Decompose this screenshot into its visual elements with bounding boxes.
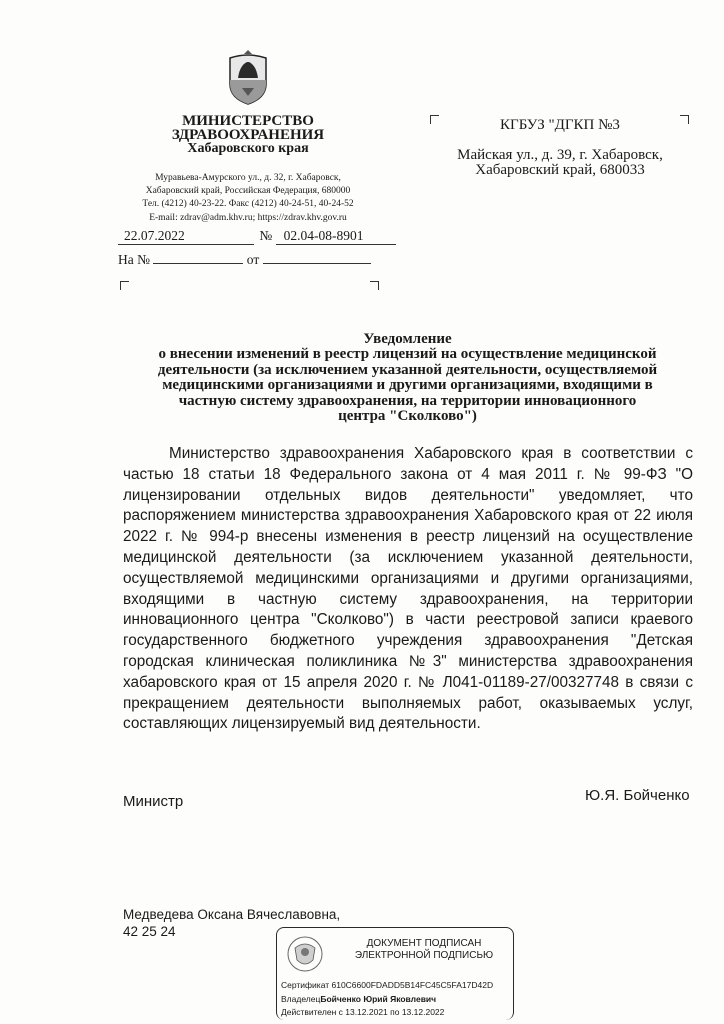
left-corner-mark (120, 281, 129, 290)
body-paragraph: Министерство здравоохранения Хабаровского края в соответствии с частью 18 статьи 18 Федерального закона от 4 мая 2011 г. № 99-ФЗ "О лицензировании отдельных видов деятельности" уведомляет, что распоряжением министерства здравоохранения Хабаровского края от 22 июля 2022 г. № 994-р внесены изменения в реестр лицензий на осуществление медицинской деятельности (за исключением указанной деятельности, осуществляемой медицинскими организациями и другими организациями, входящими в частную систему здравоохранения, на территории инновационного центра "Сколково") в части реестровой записи краевого государственного бюджетного учреждения здравоохранения "Детская городская клиническая поликлиника №3" министерства здравоохранения хабаровского края от 15 апреля 2020 г. № Л041-01189-27/00327748 в связи с прекращением деятельности выполняемых работ, оказываемых услуг, составляющих лицензируемый вид деятельности. (123, 445, 693, 733)
ministry-address: Муравьева-Амурского ул., д. 32, г. Хабаровск, Хабаровский край, Российская Федерация, 680000 Тел. (4212) 40-23-22. Факс (4212) 40-24-51, 40-24-52 E-mail: zdrav@adm.khv.ru; https://zdrav.khv.gov.ru (142, 173, 354, 223)
certificate-validity: Действителен с 13.12.2021 по 13.12.2022 (281, 1007, 445, 1017)
number-label: № (259, 228, 273, 243)
state-emblem-icon (285, 934, 325, 974)
certificate-owner: ВладелецБойченко Юрий Яковлевич (281, 994, 437, 1004)
reference-row (118, 249, 371, 268)
document-title: Уведомление о внесении изменений в реестр лицензий на осуществление медицинской деятельности (за исключением указанной деятельности, осуществляемой медицинскими организациями и другими организациями, входящими в частную систему здравоохранения, на территории инновационного центра "Сколково") (157, 331, 658, 425)
executor-phone: 42 25 24 (123, 924, 176, 939)
signatory-position: Министр (123, 793, 184, 810)
ref-from-label: от (246, 252, 260, 267)
recipient-block (430, 117, 690, 178)
electronic-signature-stamp (276, 927, 514, 1020)
ref-number-blank (153, 249, 243, 264)
recipient-address: Майская ул., д. 39, г. Хабаровск, Хабаровский край, 680033 (457, 147, 663, 178)
khabarovsk-coat-of-arms-icon (224, 50, 272, 106)
executor-name: Медведева Оксана Вячеславовна, (123, 907, 341, 922)
document-date: 22.07.2022 (118, 228, 254, 245)
right-corner-mark (370, 281, 379, 290)
ref-number-label: На № (118, 252, 150, 267)
recipient-name: КГБУЗ "ДГКП №3 (500, 117, 620, 133)
ref-date-blank (263, 249, 371, 264)
registration-date-row (118, 228, 396, 245)
certificate-id: Сертификат 610C6600FDADD5B14FC45C5FA17D42D (281, 980, 494, 990)
signatory-name: Ю.Я. Бойченко (585, 787, 690, 804)
ministry-name: МИНИСТЕРСТВО ЗДРАВООХРАНЕНИЯ Хабаровского края (171, 113, 325, 156)
document-number: 02.04-08-8901 (276, 228, 396, 245)
stamp-title: ДОКУМЕНТ ПОДПИСАН ЭЛЕКТРОННОЙ ПОДПИСЬЮ (354, 938, 494, 961)
